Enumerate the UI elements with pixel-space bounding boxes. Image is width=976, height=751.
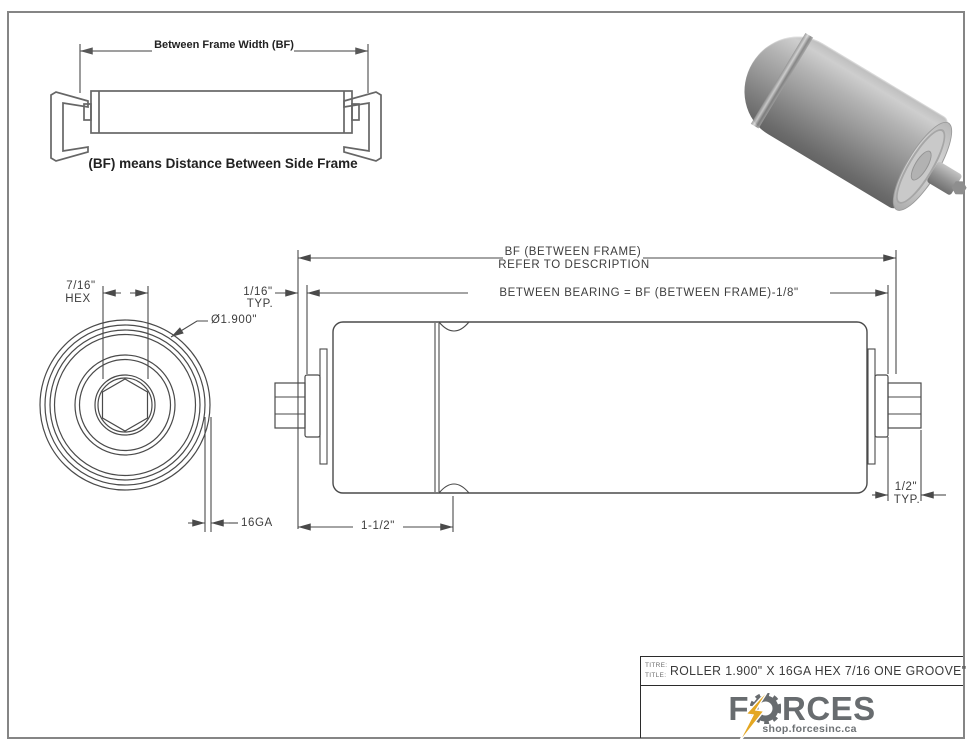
drawing-title: ROLLER 1.900" X 16GA HEX 7/16 ONE GROOVE" bbox=[670, 664, 967, 678]
hex-size-label: 7/16" bbox=[66, 280, 96, 292]
left-bearing bbox=[305, 375, 320, 437]
gap-typ-label: TYP. bbox=[246, 298, 274, 310]
roller-3d-groove bbox=[751, 33, 813, 128]
inset-frame-diagram bbox=[51, 44, 381, 161]
title-block bbox=[640, 656, 967, 738]
inset-left-frame bbox=[51, 92, 88, 161]
title-labels bbox=[641, 661, 667, 681]
title-label-fr: TITRE: bbox=[645, 662, 668, 670]
roller-3d-render bbox=[700, 10, 972, 210]
gear-icon bbox=[750, 693, 781, 724]
shaft-typ-label: TYP. bbox=[893, 494, 921, 506]
inset-caption: (BF) means Distance Between Side Frame bbox=[88, 156, 358, 171]
forces-logo bbox=[728, 692, 875, 725]
brand-letter-f: F bbox=[728, 690, 749, 727]
lightning-bolt-icon bbox=[736, 687, 774, 747]
hex-label: HEX bbox=[65, 293, 91, 305]
bf-dim-line1: BF (BETWEEN FRAME) bbox=[504, 246, 642, 258]
shaft-length-label: 1/2" bbox=[894, 481, 918, 493]
right-bearing bbox=[875, 375, 888, 437]
inset-right-frame bbox=[344, 92, 381, 161]
end-view bbox=[40, 320, 210, 490]
title-row bbox=[641, 657, 967, 686]
right-hex-shaft bbox=[888, 383, 921, 428]
inset-roller bbox=[91, 91, 352, 133]
gauge-label: 16GA bbox=[241, 517, 273, 529]
logo-row bbox=[641, 686, 963, 738]
roller-tube bbox=[333, 322, 867, 493]
diameter-label: Ø1.900" bbox=[211, 314, 258, 326]
groove-offset-label: 1-1/2" bbox=[361, 520, 395, 532]
between-bearing-label: BETWEEN BEARING = BF (BETWEEN FRAME)-1/8" bbox=[499, 287, 799, 299]
side-view bbox=[275, 322, 921, 493]
bf-dim-line2: REFER TO DESCRIPTION bbox=[498, 259, 650, 271]
groove bbox=[435, 322, 469, 493]
brand-letters-rces: RCES bbox=[781, 690, 876, 727]
title-label-en: TITLE: bbox=[645, 672, 667, 679]
inset-dim-label: Between Frame Width (BF) bbox=[154, 39, 294, 51]
left-hex-shaft bbox=[275, 383, 305, 428]
hex-bore bbox=[103, 379, 148, 431]
website-url: shop.forcesinc.ca bbox=[762, 723, 857, 735]
roller-3d-body bbox=[725, 18, 953, 213]
gap-size-label: 1/16" bbox=[243, 286, 273, 298]
